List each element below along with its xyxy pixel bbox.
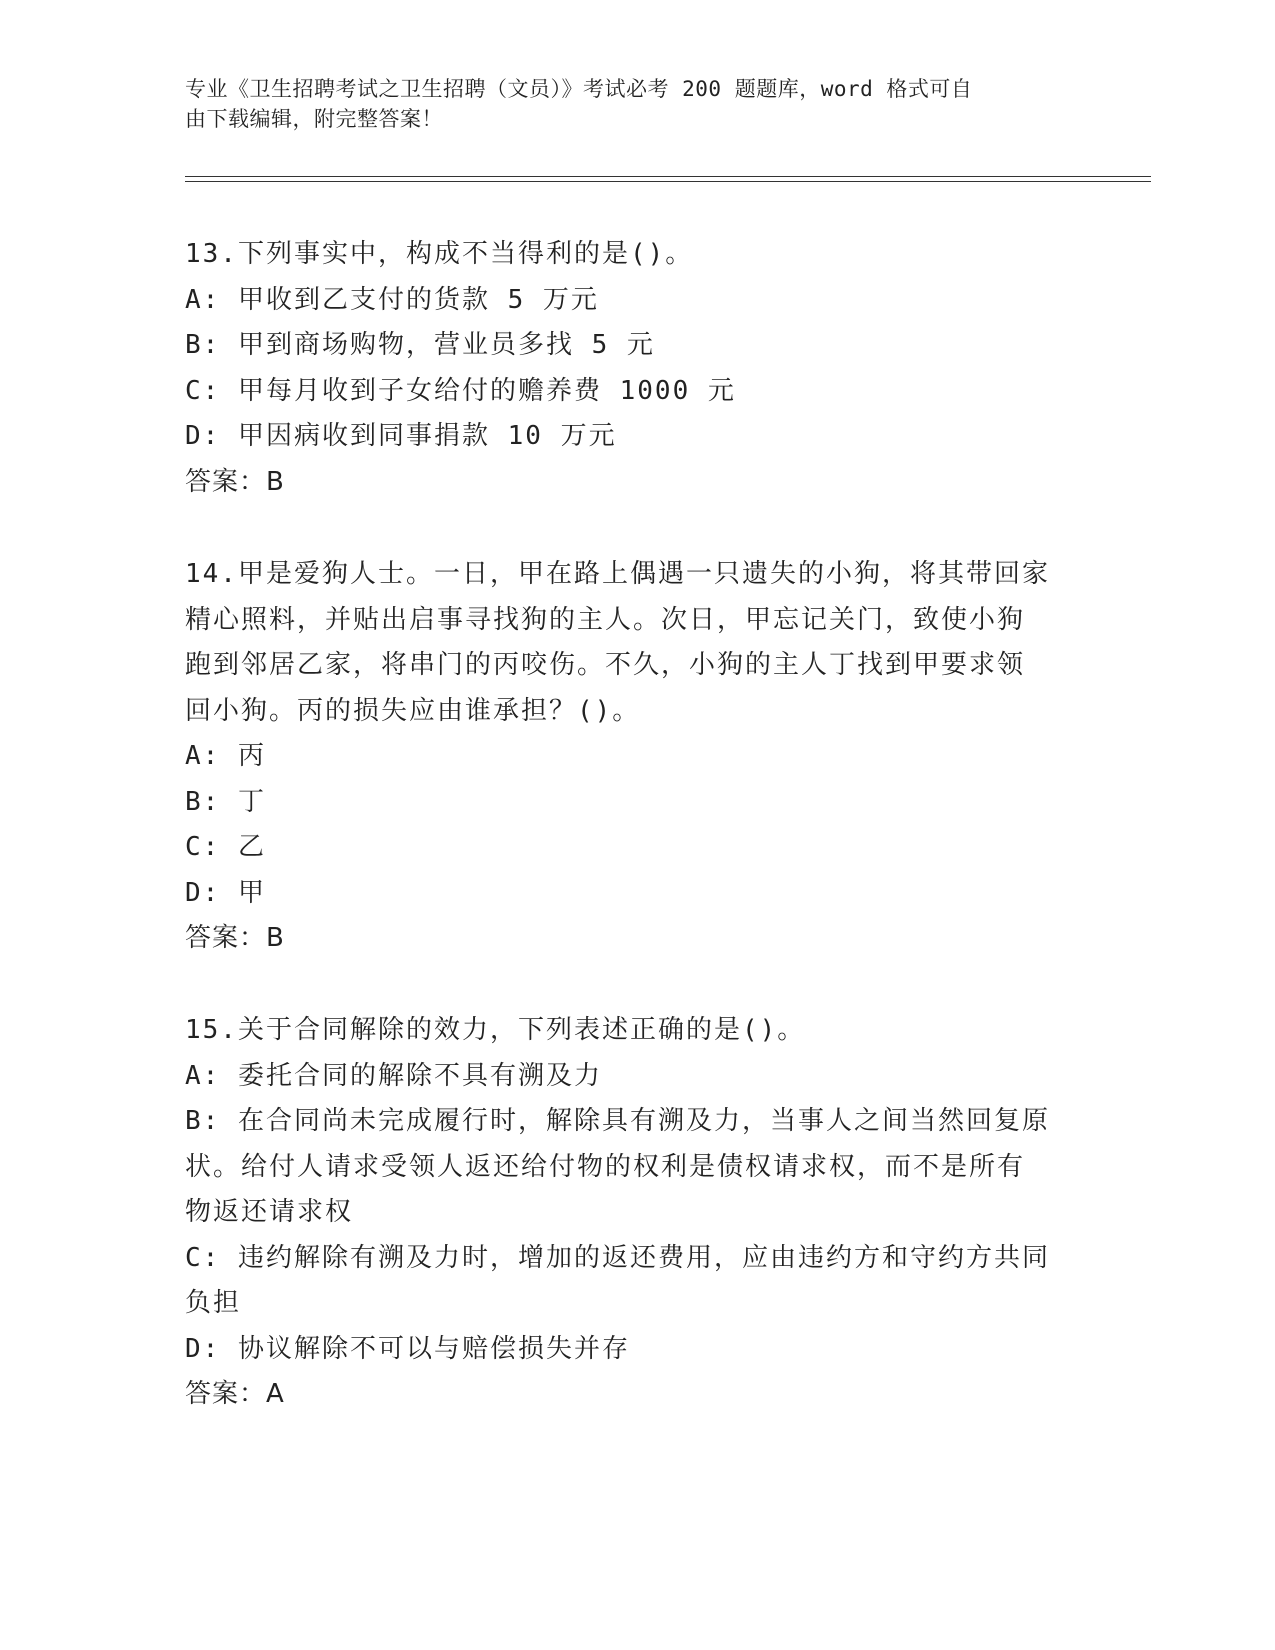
question-stem: 14.甲是爱狗人士。一日，甲在路上偶遇一只遗失的小狗，将其带回家 [185,559,1050,589]
option-c: C: 乙 [185,832,266,862]
question-15 [185,1008,1085,1418]
question-13 [185,232,1085,505]
option-b: B: 在合同尚未完成履行时，解除具有溯及力，当事人之间当然回复原 [185,1106,1050,1136]
option-b: B: 丁 [185,786,266,817]
question-14 [185,552,1085,962]
option-b: B: 甲到商场购物，营业员多找 5 元 [185,330,655,360]
header-divider [185,176,1151,177]
option-a: A: 委托合同的解除不具有溯及力 [185,1060,602,1091]
option-d: D: 协议解除不可以与赔偿损失并存 [185,1333,630,1364]
option-b-continued: 状。给付人请求受领人返还给付物的权利是债权请求权，而不是所有 [185,1151,1026,1182]
option-b-continued: 物返还请求权 [185,1197,354,1227]
option-a: A: 丙 [185,741,266,771]
header-divider [185,181,1151,182]
option-c-continued: 负担 [185,1288,242,1318]
question-stem: 回小狗。丙的损失应由谁承担？()。 [185,695,641,726]
answer: 答案：B [185,466,285,497]
option-d: D: 甲因病收到同事捐款 10 万元 [185,421,617,451]
question-stem: 13.下列事实中，构成不当得利的是()。 [185,239,694,269]
header-line: 由下载编辑，附完整答案！ [185,107,443,131]
option-c: C: 甲每月收到子女给付的赡养费 1000 元 [185,375,736,406]
question-stem: 15.关于合同解除的效力，下列表述正确的是()。 [185,1015,806,1045]
option-c: C: 违约解除有溯及力时，增加的返还费用，应由违约方和守约方共同 [185,1242,1050,1273]
question-stem: 跑到邻居乙家，将串门的丙咬伤。不久，小狗的主人丁找到甲要求领 [185,650,1026,680]
question-stem: 精心照料，并贴出启事寻找狗的主人。次日，甲忘记关门，致使小狗 [185,604,1026,635]
document-header [185,74,1065,134]
header-line: 专业《卫生招聘考试之卫生招聘（文员）》考试必考 200 题题库，word 格式可自 [185,77,973,101]
answer: 答案：B [185,923,285,953]
answer: 答案：A [185,1379,285,1409]
option-d: D: 甲 [185,877,266,908]
option-a: A: 甲收到乙支付的货款 5 万元 [185,284,599,315]
